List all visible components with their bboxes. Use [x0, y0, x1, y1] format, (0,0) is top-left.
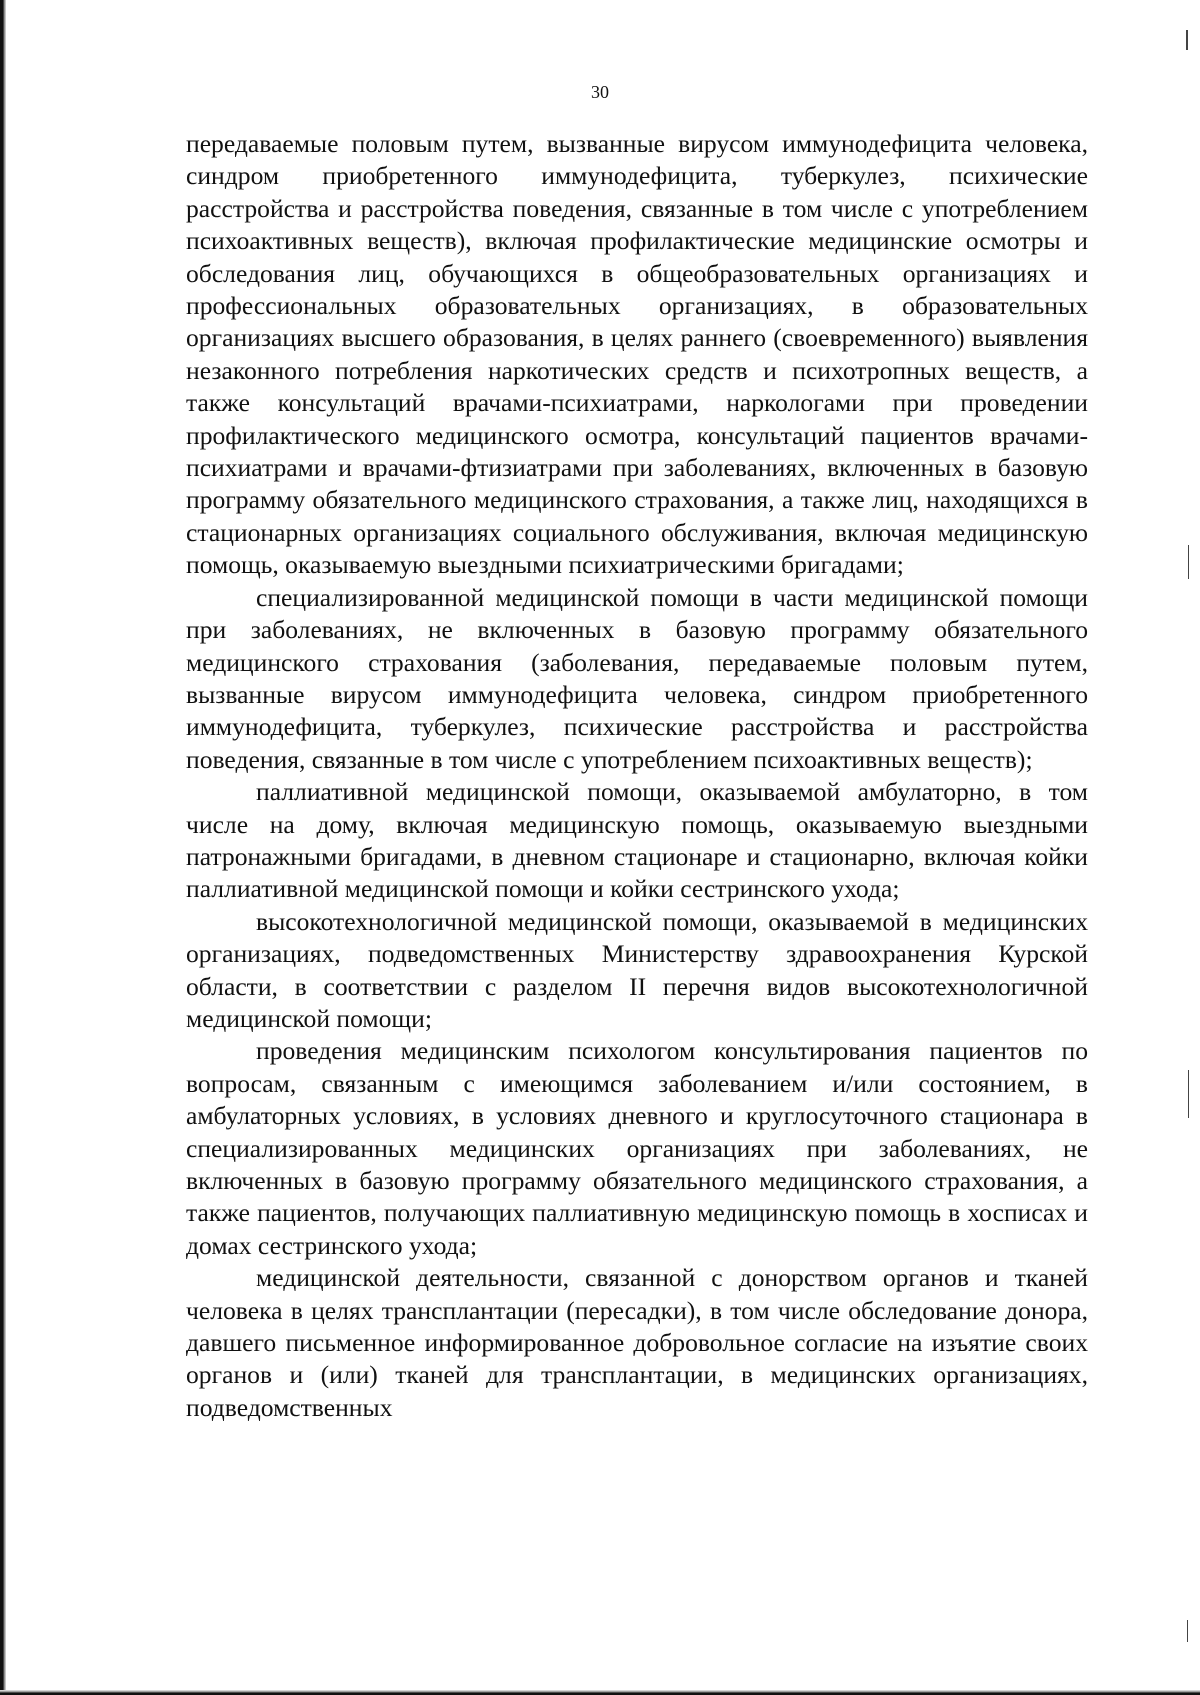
page-number: 30 — [591, 82, 609, 102]
paragraph-organ-donation: медицинской деятельности, связанной с донорством органов и тканей человека в целях трансплантации (пересадки), в том числе обследование донора, давшего письменное информированное добровольное согласие на изъятие своих органов и (или) тканей для трансплантации, в медицинских организациях, подведомственных — [186, 1263, 1088, 1422]
scan-speck — [1188, 545, 1189, 579]
scan-speck — [1188, 1070, 1189, 1118]
scan-speck — [1186, 30, 1188, 50]
paragraph-palliative-care: паллиативной медицинской помощи, оказываемой амбулаторно, в том числе на дому, включая медицинскую помощь, оказываемую выездными патронажными бригадами, в дневном стационаре и стационарно, включая койки паллиативной медицинской помощи и койки сестринского ухода; — [186, 777, 1088, 904]
scan-speck — [1187, 1620, 1188, 1642]
scan-left-edge — [0, 0, 6, 1695]
scan-bottom-edge — [0, 1690, 1200, 1695]
document-body — [186, 128, 1088, 1424]
paragraph-continuation: передаваемые половым путем, вызванные вирусом иммунодефицита человека, синдром приобретенного иммунодефицита, туберкулез, психические расстройства и расстройства поведения, связанные в том числе с употреблением психоактивных веществ), включая профилактические медицинские осмотры и обследования лиц, обучающихся в общеобразовательных организациях и профессиональных образовательных организациях, в образовательных организациях высшего образования, в целях раннего (своевременного) выявления незаконного потребления наркотических средств и психотропных веществ, а также консультаций врачами-психиатрами, наркологами при проведении профилактического медицинского осмотра, консультаций пациентов врачами-психиатрами и врачами-фтизиатрами при заболеваниях, включенных в базовую программу обязательного медицинского страхования, а также лиц, находящихся в стационарных организациях социального обслуживания, включая медицинскую помощь, оказываемую выездными психиатрическими бригадами; — [186, 129, 1088, 580]
paragraph-psychologist-counseling: проведения медицинским психологом консультирования пациентов по вопросам, связанным с имеющимся заболеванием и/или состоянием, в амбулаторных условиях, в условиях дневного и круглосуточного стационара в специализированных медицинских организациях при заболеваниях, не включенных в базовую программу обязательного медицинского страхования, а также пациентов, получающих паллиативную медицинскую помощь в хосписах и домах сестринского ухода; — [186, 1036, 1088, 1260]
paragraph-specialized-care: специализированной медицинской помощи в части медицинской помощи при заболеваниях, не включенных в базовую программу обязательного медицинского страхования (заболевания, передаваемые половым путем, вызванные вирусом иммунодефицита человека, синдром приобретенного иммунодефицита, туберкулез, психические расстройства и расстройства поведения, связанные в том числе с употреблением психоактивных веществ); — [186, 582, 1088, 774]
paragraph-high-tech-care: высокотехнологичной медицинской помощи, оказываемой в медицинских организациях, подведомственных Министерству здравоохранения Курской области, в соответствии с разделом II перечня видов высокотехнологичной медицинской помощи; — [186, 906, 1088, 1033]
